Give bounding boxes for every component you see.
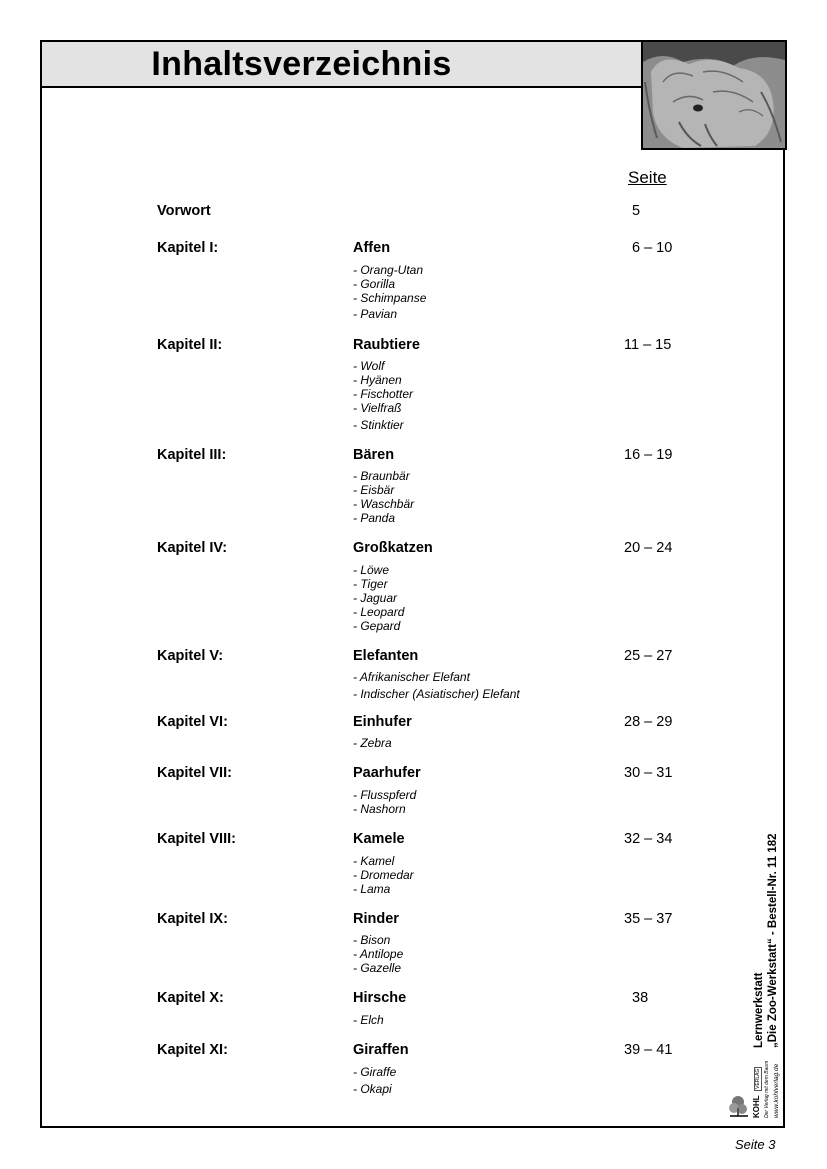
chapter-label: Kapitel III: — [157, 447, 227, 463]
chapter-item: - Bison — [353, 933, 391, 947]
chapter-item: - Indischer (Asiatischer) Elefant — [353, 687, 520, 701]
chapter-item: - Braunbär — [353, 469, 410, 483]
chapter-item: - Löwe — [353, 563, 390, 577]
chapter-topic: Bären — [353, 447, 395, 463]
chapter-topic: Giraffen — [353, 1042, 409, 1058]
chapter-topic: Rinder — [353, 911, 399, 927]
page-number: Seite 3 — [735, 1137, 776, 1152]
chapter-topic: Elefanten — [353, 648, 419, 664]
chapter-topic: Affen — [353, 240, 391, 256]
chapter-item: - Panda — [353, 511, 396, 525]
chapter-item: - Hyänen — [353, 373, 402, 387]
publisher-text — [750, 1061, 781, 1118]
pages-column-header: Seite — [628, 168, 667, 187]
chapter-label: Kapitel XI: — [157, 1042, 228, 1058]
chapter-item: - Elch — [353, 1013, 384, 1027]
chapter-item: - Lama — [353, 882, 391, 896]
chapter-item: - Gorilla — [353, 277, 396, 291]
chapter-topic: Kamele — [353, 831, 405, 847]
chapter-item: - Afrikanischer Elefant — [353, 670, 470, 684]
chapter-label: Kapitel II: — [157, 337, 223, 353]
chapter-pages: 35 – 37 — [624, 911, 673, 927]
chapter-pages: 39 – 41 — [624, 1042, 673, 1058]
chapter-item: - Leopard — [353, 605, 405, 619]
chapter-topic: Einhufer — [353, 714, 412, 730]
chapter-label: Kapitel I: — [157, 240, 219, 256]
intro-label: Vorwort — [157, 203, 211, 219]
chapter-item: - Stinktier — [353, 418, 404, 432]
chapter-label: Kapitel VIII: — [157, 831, 236, 847]
chapter-item: - Nashorn — [353, 802, 406, 816]
chapter-pages: 38 — [632, 990, 649, 1006]
chapter-pages: 30 – 31 — [624, 765, 673, 781]
chapter-item: - Eisbär — [353, 483, 395, 497]
chapter-topic: Hirsche — [353, 990, 407, 1006]
chapter-item: - Giraffe — [353, 1065, 397, 1079]
publisher-logo — [728, 1050, 786, 1120]
chapter-item: - Dromedar — [353, 868, 414, 882]
chapter-item: - Vielfraß — [353, 401, 402, 415]
series-title: Lernwerkstatt — [753, 972, 765, 1048]
chapter-topic: Raubtiere — [353, 337, 420, 353]
chapter-pages: 28 – 29 — [624, 714, 673, 730]
chapter-label: Kapitel X: — [157, 990, 224, 1006]
publisher-url: www.kohlverlag.de — [773, 1063, 780, 1118]
chapter-item: - Jaguar — [353, 591, 398, 605]
chapter-label: Kapitel V: — [157, 648, 224, 664]
chapter-item: - Antilope — [353, 947, 404, 961]
publisher-name: KOHL — [752, 1095, 761, 1118]
chapter-item: - Gazelle — [353, 961, 402, 975]
series-order-number: „Die Zoo-Werkstatt“ - Bestell-Nr. 11 182 — [767, 833, 779, 1048]
chapter-item: - Wolf — [353, 359, 385, 373]
chapter-pages: 32 – 34 — [624, 831, 673, 847]
series-sidebar-text — [752, 833, 780, 1048]
chapter-item: - Tiger — [353, 577, 388, 591]
chapter-label: Kapitel IV: — [157, 540, 228, 556]
chapter-item: - Zebra — [353, 736, 392, 750]
page-title: Inhaltsverzeichnis — [151, 45, 452, 83]
intro-pages: 5 — [632, 203, 641, 219]
chapter-pages: 6 – 10 — [632, 240, 673, 256]
chapter-pages: 11 – 15 — [624, 337, 672, 353]
elephant-icon — [643, 42, 785, 148]
chapter-topic: Paarhufer — [353, 765, 421, 781]
chapter-label: Kapitel VII: — [157, 765, 232, 781]
chapter-item: - Gepard — [353, 619, 401, 633]
chapter-label: Kapitel IX: — [157, 911, 228, 927]
chapter-item: - Waschbär — [353, 497, 415, 511]
chapter-label: Kapitel VI: — [157, 714, 228, 730]
publisher-badge: VERLAG — [755, 1068, 761, 1089]
chapter-pages: 16 – 19 — [624, 447, 673, 463]
chapter-item: - Okapi — [353, 1082, 392, 1096]
chapter-pages: 25 – 27 — [624, 648, 673, 664]
chapter-item: - Pavian — [353, 307, 398, 321]
chapter-item: - Schimpanse — [353, 291, 427, 305]
publisher-tagline: Der Verlag mit dem Baum — [764, 1060, 770, 1118]
page-frame — [40, 40, 785, 1128]
chapter-pages: 20 – 24 — [624, 540, 673, 556]
elephant-illustration — [641, 40, 787, 150]
chapter-item: - Flusspferd — [353, 788, 417, 802]
chapter-topic: Großkatzen — [353, 540, 433, 556]
chapter-item: - Fischotter — [353, 387, 414, 401]
chapter-item: - Orang-Utan — [353, 263, 424, 277]
chapter-item: - Kamel — [353, 854, 395, 868]
